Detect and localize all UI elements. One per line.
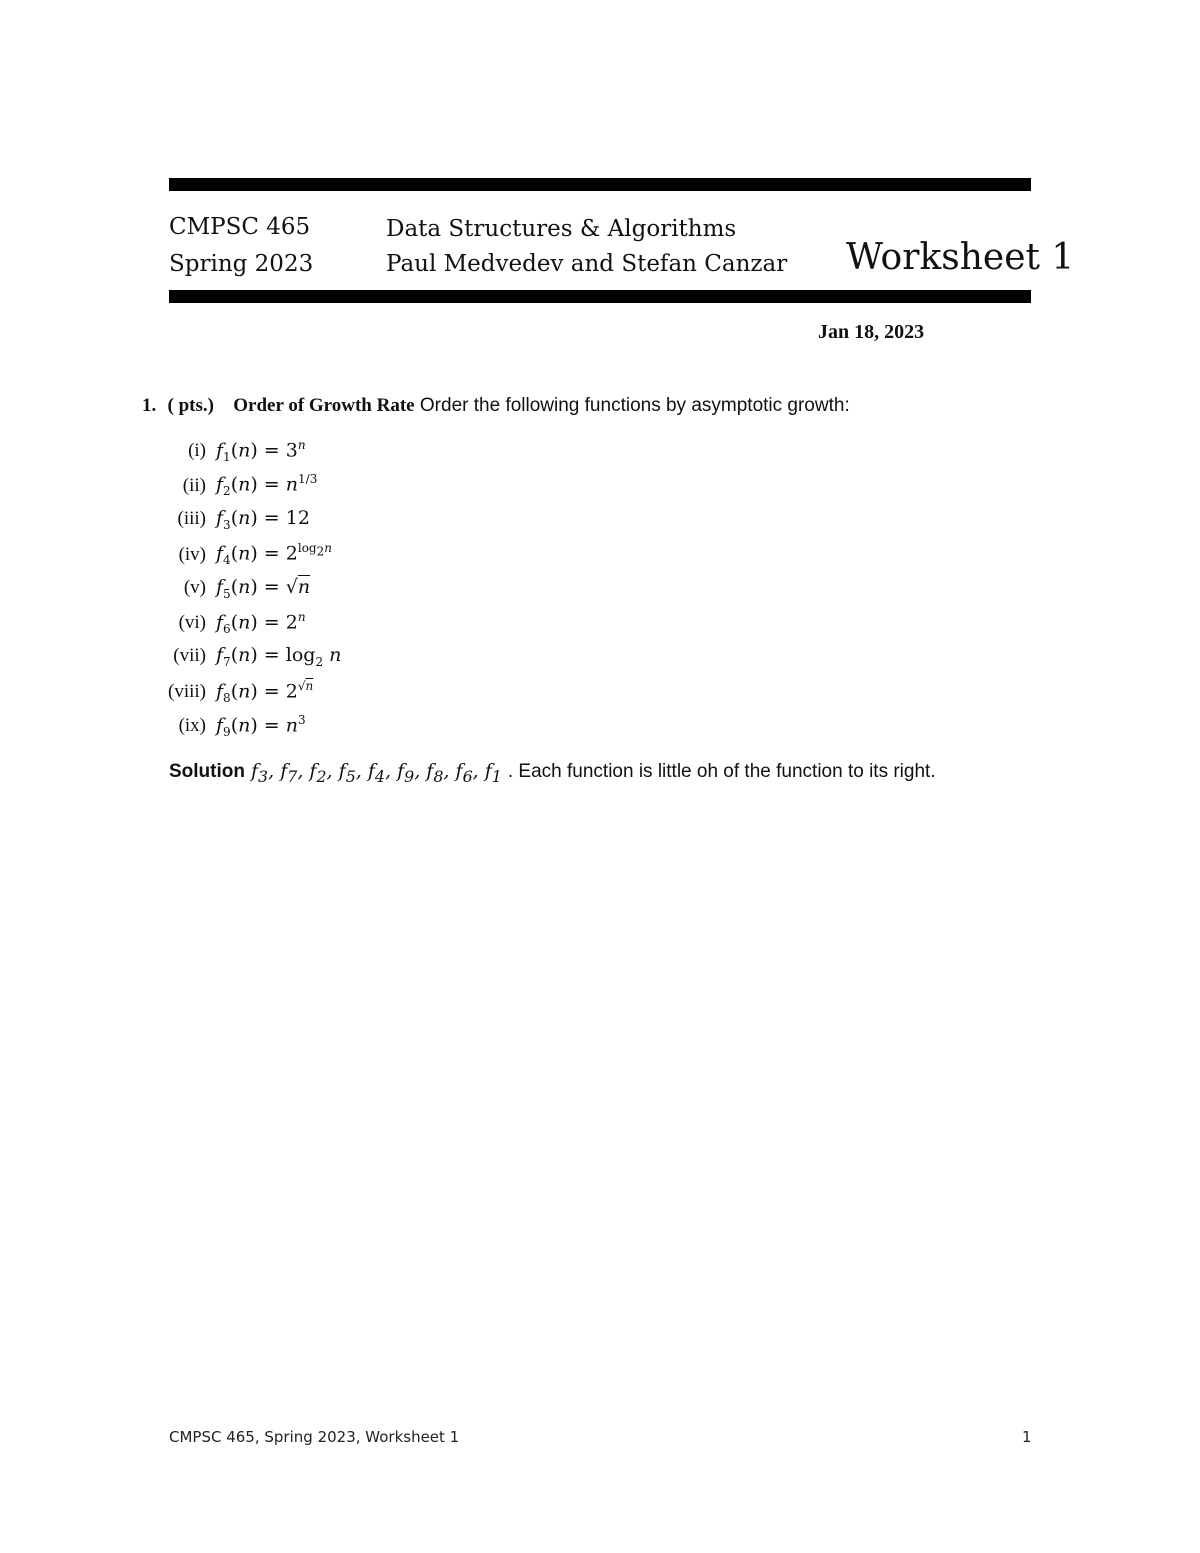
- instructors: Paul Medvedev and Stefan Canzar: [386, 251, 788, 277]
- page-number: 1: [1022, 1428, 1032, 1446]
- list-item: [150, 438, 750, 472]
- footer-text: CMPSC 465, Spring 2023, Worksheet 1: [169, 1428, 460, 1446]
- problem-heading: [142, 395, 850, 417]
- list-item: [150, 472, 750, 506]
- item-label: (v): [183, 576, 206, 598]
- list-item: [150, 610, 750, 644]
- worksheet-date: Jan 18, 2023: [818, 321, 925, 343]
- solution-label: Solution: [169, 761, 245, 782]
- course-term: Spring 2023: [169, 251, 314, 277]
- item-label: (vi): [178, 612, 206, 634]
- item-label: (vii): [173, 645, 206, 667]
- item-expression: $f_7(n) = \log_2 n$: [216, 644, 342, 670]
- list-item: [150, 541, 750, 575]
- item-label: (i): [188, 440, 206, 462]
- list-item: [150, 644, 750, 678]
- list-item: [150, 507, 750, 541]
- solution: [169, 760, 936, 786]
- course-code: CMPSC 465: [169, 214, 311, 240]
- item-expression: $f_3(n) = 12$: [216, 506, 310, 532]
- item-label: (ix): [178, 715, 206, 737]
- item-expression: $f_5(n) = √n$: [216, 575, 311, 601]
- header-top-rule: [169, 178, 1031, 191]
- item-label: (ii): [182, 474, 206, 496]
- solution-order: $f_3$, $f_7$, $f_2$, $f_5$, $f_4$, $f_9$, $f_8$, $f_6$, $f_1$: [250, 760, 502, 786]
- problem-number: 1.: [142, 395, 157, 416]
- problem-points: ( pts.): [167, 395, 214, 416]
- item-expression: $f_1(n) = 3^n$: [216, 438, 306, 465]
- function-list: [150, 438, 750, 748]
- course-title: Data Structures & Algorithms: [386, 216, 737, 242]
- item-label: (iv): [178, 543, 206, 565]
- header-bottom-rule: [169, 290, 1031, 303]
- item-label: (iii): [177, 507, 206, 529]
- worksheet-title: Worksheet 1: [846, 237, 1075, 278]
- list-item: [150, 713, 750, 747]
- problem-title: Order of Growth Rate: [233, 395, 415, 416]
- item-expression: $f_8(n) = 2^{√n}$: [216, 678, 314, 705]
- item-label: (viii): [168, 681, 206, 703]
- item-expression: $f_2(n) = n^{1/3}$: [216, 472, 318, 499]
- solution-text: . Each function is little oh of the function to its right.: [507, 761, 936, 782]
- item-expression: $f_9(n) = n^3$: [216, 713, 306, 740]
- list-item: [150, 576, 750, 610]
- problem-prompt: Order the following functions by asymptotic growth:: [419, 395, 850, 416]
- item-expression: $f_6(n) = 2^n$: [216, 609, 306, 637]
- list-item: [150, 679, 750, 713]
- item-expression: $f_4(n) = 2^{log_2n}$: [216, 541, 332, 568]
